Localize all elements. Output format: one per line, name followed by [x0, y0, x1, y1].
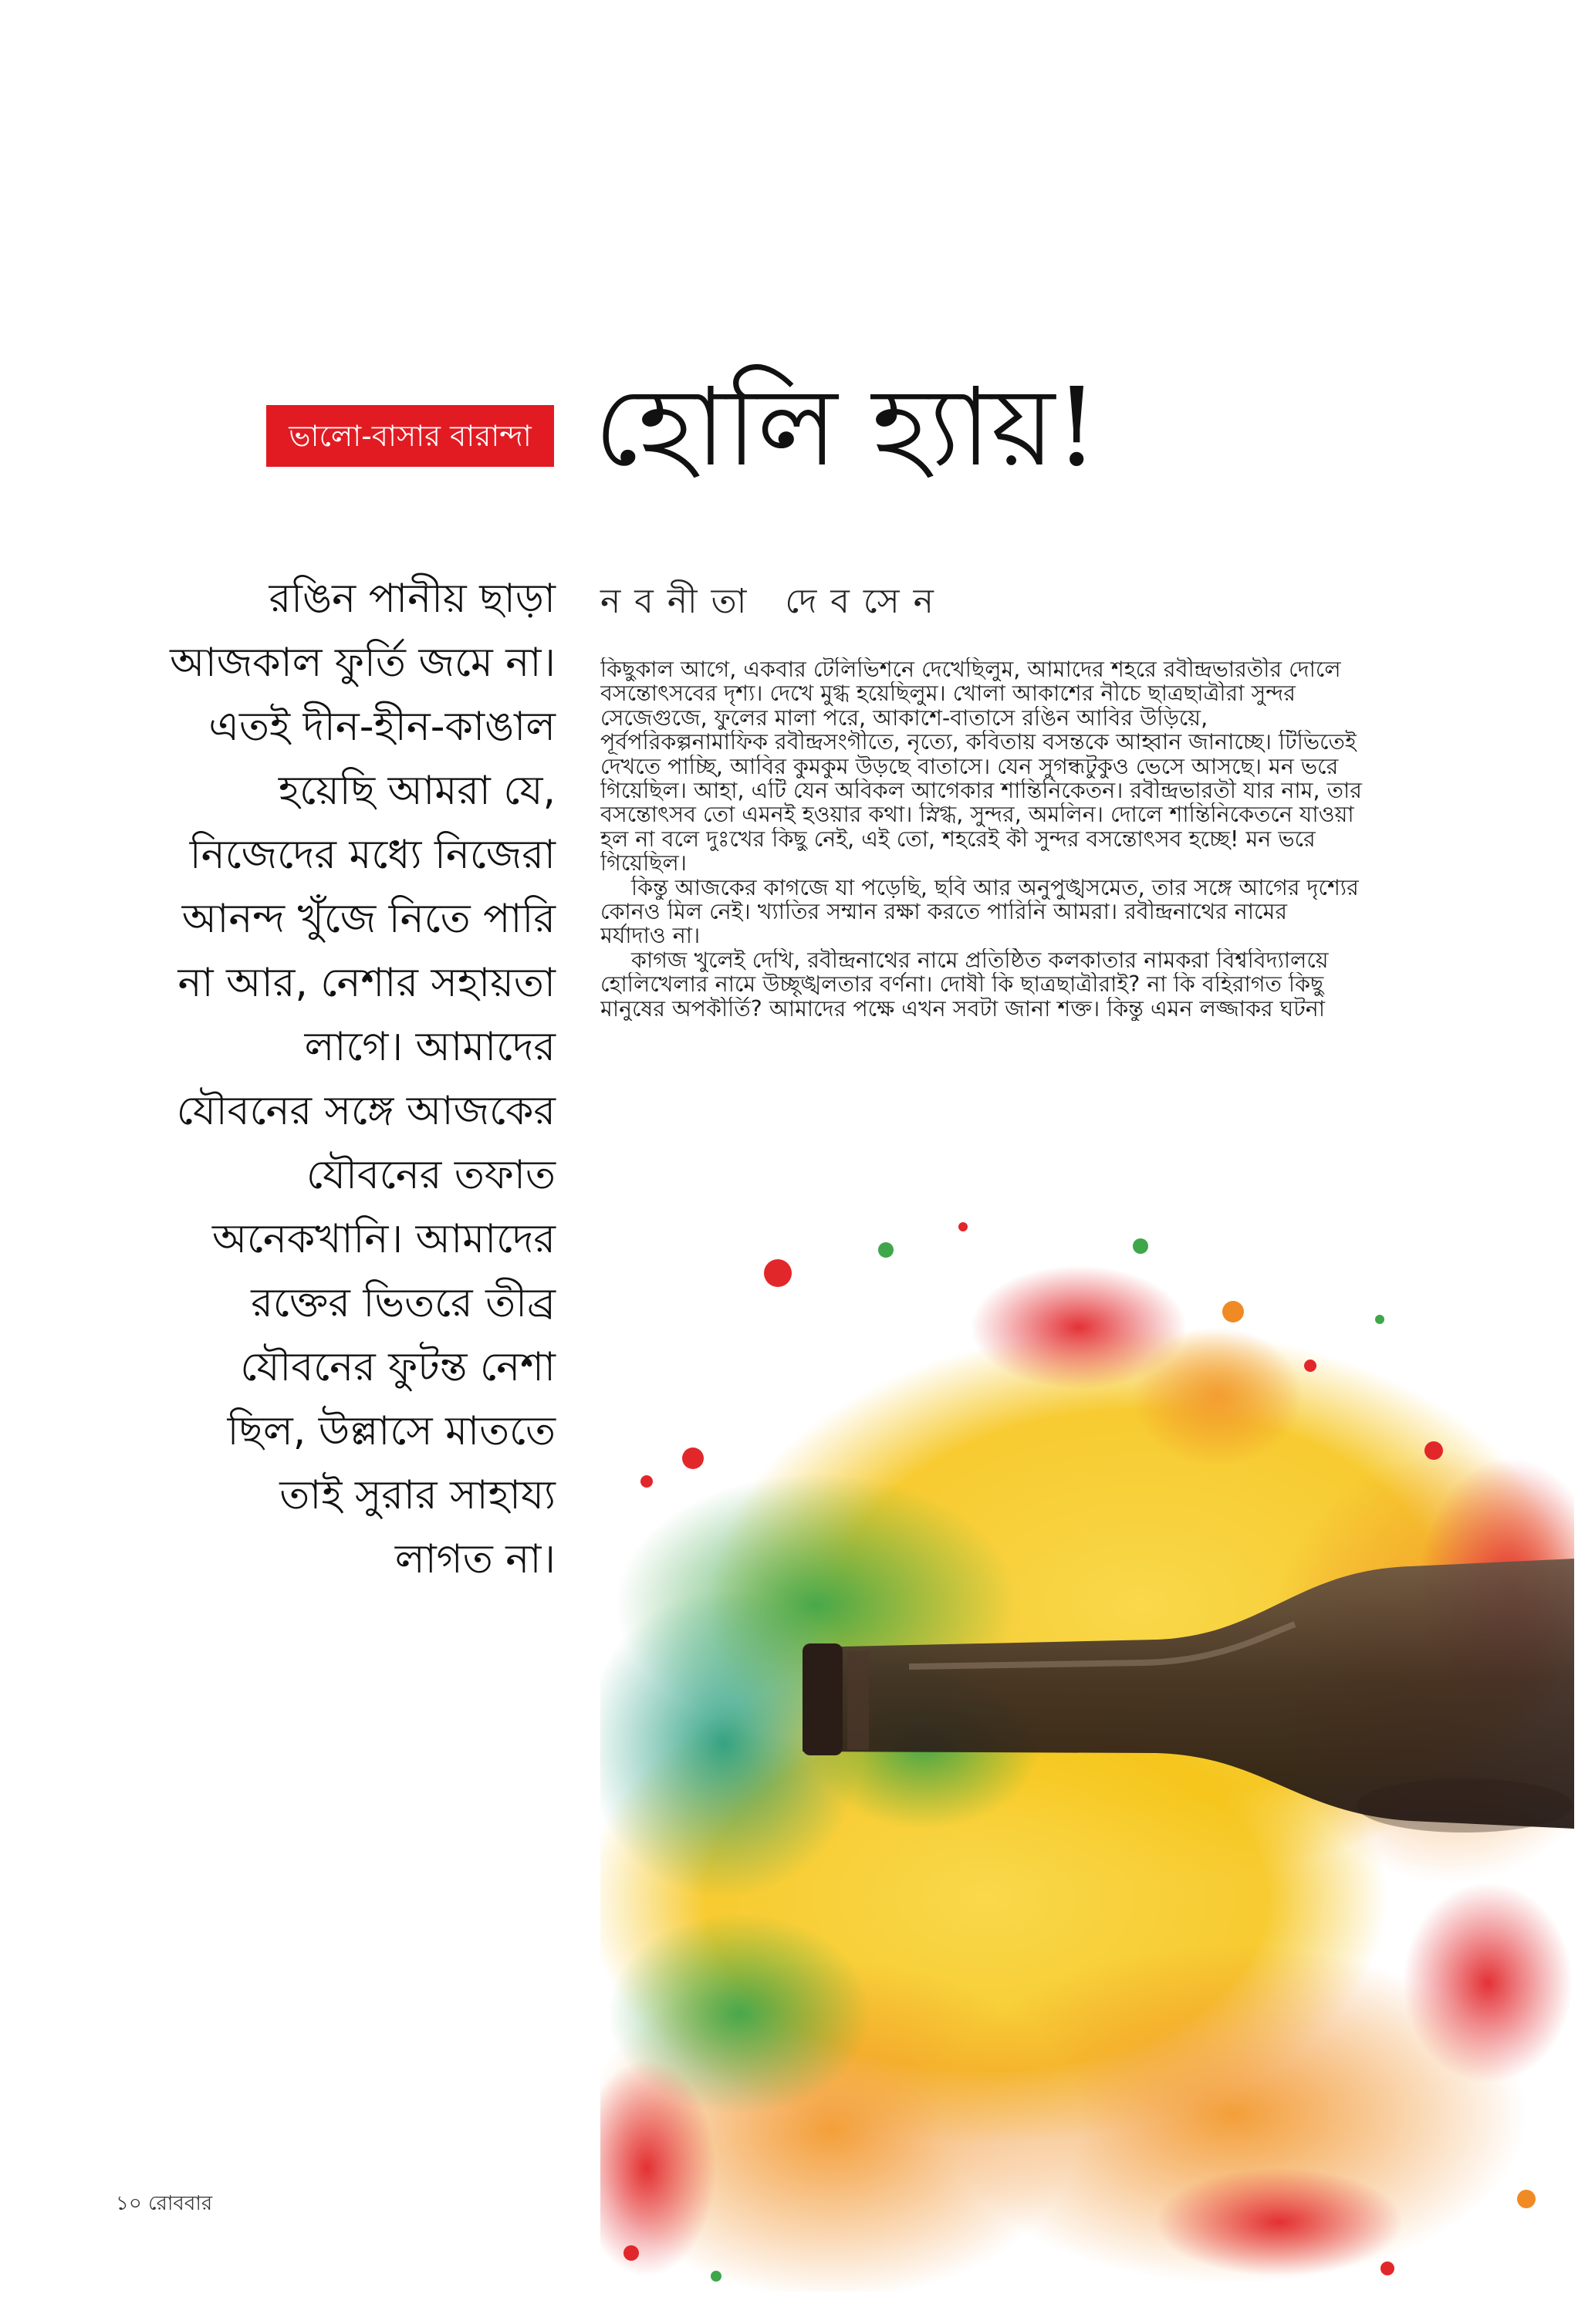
- pull-quote-line: নিজেদের মধ্যে নিজেরা: [189, 832, 556, 878]
- body-line: পূর্বপরিকল্পনামাফিক রবীন্দ্রসংগীতে, নৃত্যে, কবিতায় বসন্তকে আহ্বান জানাচ্ছে। টিভিতেই: [600, 730, 1357, 755]
- pull-quote-line: তাই সুরার সাহায্য: [279, 1472, 556, 1518]
- body-line: বসন্তোৎসবের দৃশ্য। দেখে মুগ্ধ হয়েছিলুম। খোলা আকাশের নীচে ছাত্রছাত্রীরা সুন্দর: [600, 681, 1296, 706]
- body-line: বসন্তোৎসব তো এমনই হওয়ার কথা। স্নিগ্ধ, সুন্দর, অমলিন। দোলে শান্তিনিকেতনে যাওয়া: [600, 802, 1354, 827]
- color-splash-illustration: [600, 1204, 1574, 2292]
- body-line: হোলিখেলার নামে উচ্ছৃঙ্খলতার বর্ণনা। দোষী কি ছাত্রছাত্রীরাই? না কি বহিরাগত কিছু: [600, 972, 1324, 997]
- wine-bottle-splash-image: [600, 1204, 1574, 2292]
- body-line: মর্যাদাও না।: [600, 924, 701, 948]
- pull-quote-line: ছিল, উল্লাসে মাততে: [227, 1408, 556, 1454]
- pull-quote-line: যৌবনের ফুটন্ত নেশা: [240, 1344, 556, 1390]
- author-byline: নবনীতা দেবসেন: [600, 582, 948, 621]
- pull-quote-line: যৌবনের তফাত: [306, 1152, 556, 1198]
- body-line: হল না বলে দুঃখের কিছু নেই, এই তো, শহরেই কী সুন্দর বসন্তোৎসব হচ্ছে! মন ভরে: [600, 826, 1316, 852]
- pull-quote: [116, 567, 556, 1592]
- body-line: সেজেগুজে, ফুলের মালা পরে, আকাশে-বাতাসে রঙিন আবির উড়িয়ে,: [600, 705, 1208, 731]
- body-line: গিয়েছিল। আহা, এটি যেন অবিকল আগেকার শান্তিনিকেতন। রবীন্দ্রভারতী যার নাম, তার: [600, 779, 1362, 803]
- pull-quote-line: না আর, নেশার সহায়তা: [177, 960, 556, 1006]
- pull-quote-line: হয়েছি আমরা যে,: [278, 768, 556, 814]
- pull-quote-line: রক্তের ভিতরে তীব্র: [251, 1280, 556, 1326]
- pull-quote-line: এতই দীন-হীন-কাঙাল: [208, 704, 556, 750]
- headline: হোলি হ্যায়!: [594, 365, 1099, 491]
- body-line: কিছুকাল আগে, একবার টেলিভিশনে দেখেছিলুম, আমাদের শহরে রবীন্দ্রভারতীর দোলে: [600, 657, 1341, 682]
- pull-quote-line: রঙিন পানীয় ছাড়া: [269, 576, 556, 622]
- pull-quote-line: আনন্দ খুঁজে নিতে পারি: [181, 896, 556, 942]
- page-folio: ১০ রোববার: [116, 2192, 213, 2215]
- body-line: কাগজ খুলেই দেখি, রবীন্দ্রনাথের নামে প্রতিষ্ঠিত কলকাতার নামকরা বিশ্ববিদ্যালয়ে: [631, 948, 1329, 973]
- section-tag: ভালো-বাসার বারান্দা: [266, 405, 554, 467]
- body-line: গিয়েছিল।: [600, 851, 687, 876]
- body-line: দেখতে পাচ্ছি, আবির কুমকুম উড়ছে বাতাসে। যেন সুগন্ধটুকুও ভেসে আসছে। মন ভরে: [600, 754, 1339, 779]
- body-line: কোনও মিল নেই। খ্যাতির সম্মান রক্ষা করতে পারিনি আমরা। রবীন্দ্রনাথের নামের: [600, 900, 1288, 924]
- body-line: মানুষের অপকীর্তি? আমাদের পক্ষে এখন সবটা জানা শক্ত। কিন্তু এমন লজ্জাকর ঘটনা: [600, 996, 1326, 1022]
- pull-quote-line: যৌবনের সঙ্গে আজকের: [176, 1088, 556, 1134]
- body-line: কিন্তু আজকের কাগজে যা পড়েছি, ছবি আর অনুপুঙ্খসমেত, তার সঙ্গে আগের দৃশ্যের: [631, 875, 1359, 900]
- pull-quote-line: লাগত না।: [394, 1536, 556, 1583]
- article-body: [600, 657, 1457, 1021]
- pull-quote-line: অনেকখানি। আমাদের: [211, 1216, 556, 1262]
- pull-quote-line: আজকাল ফুর্তি জমে না।: [170, 640, 556, 686]
- pull-quote-line: লাগে। আমাদের: [304, 1024, 556, 1070]
